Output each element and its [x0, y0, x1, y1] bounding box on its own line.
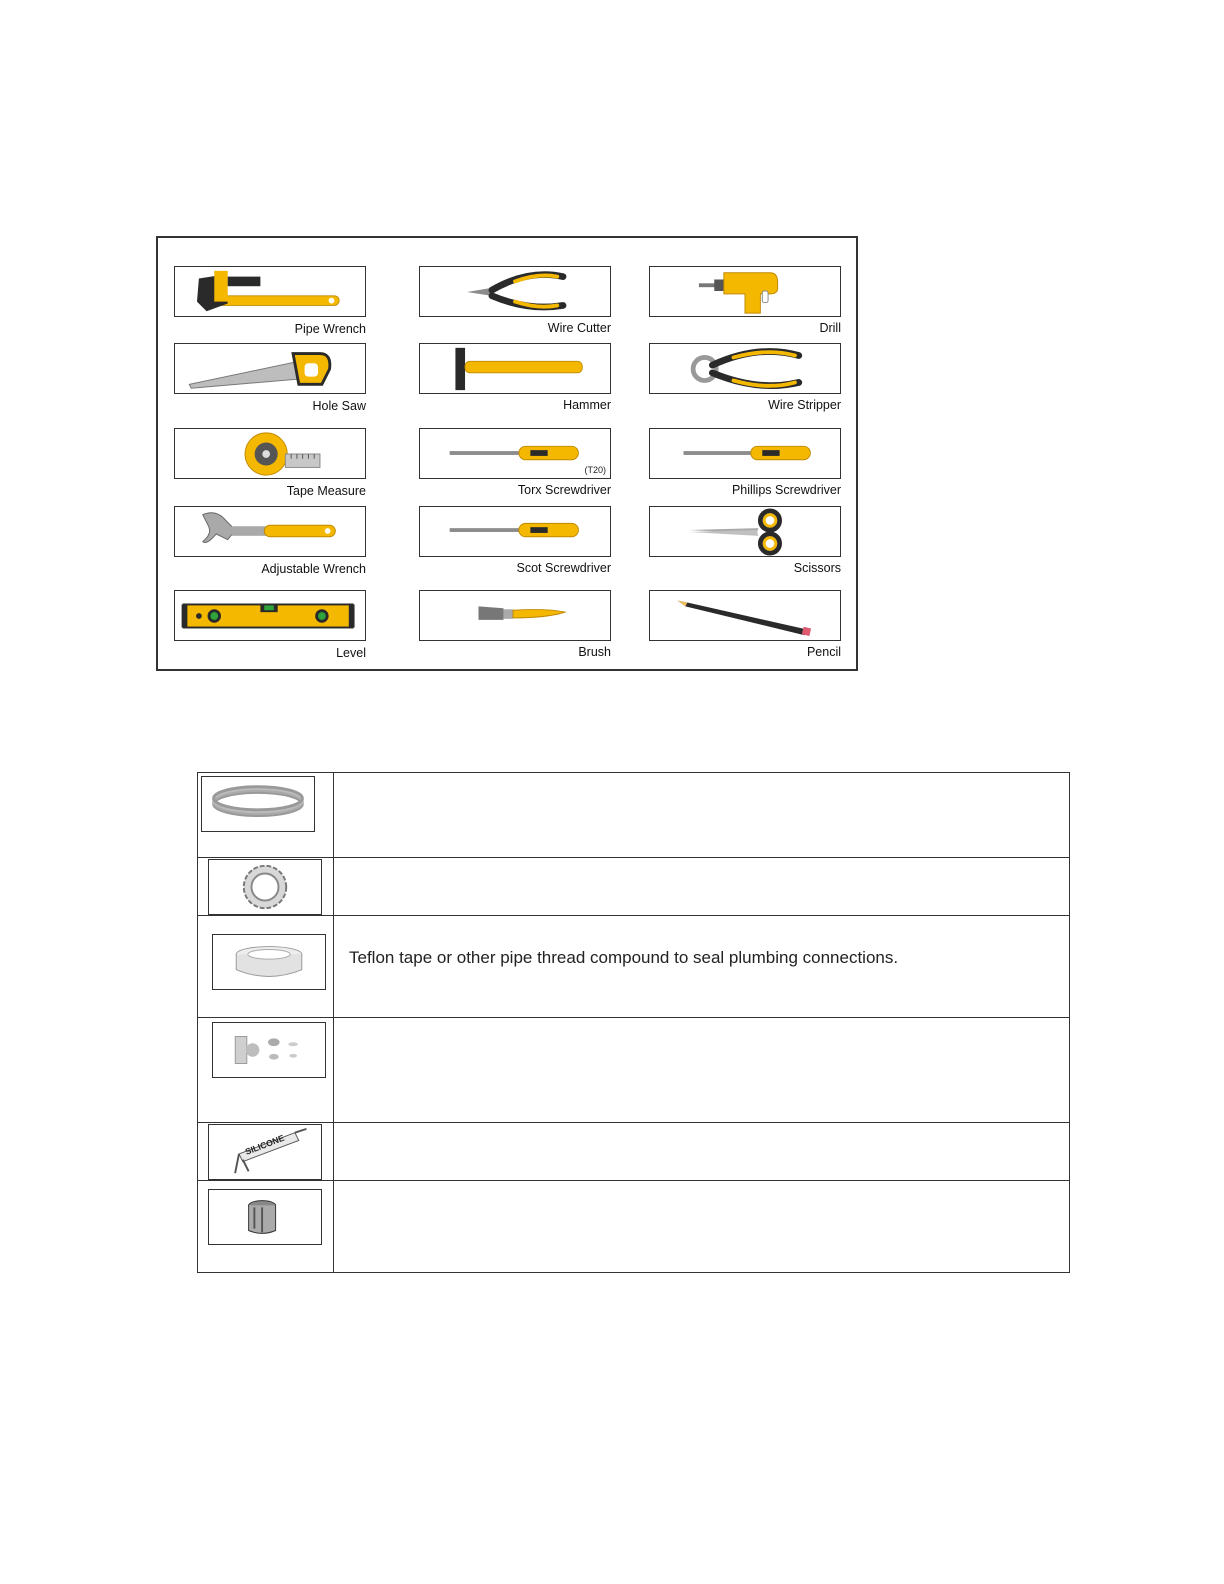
- teflon-tape-icon: [213, 935, 325, 989]
- phillips-screwdriver-icon: [650, 429, 840, 478]
- lock-nut-icon: [209, 860, 321, 914]
- tool-label-hole-saw: Hole Saw: [312, 399, 366, 413]
- brush-icon: [420, 591, 610, 640]
- tool-adjustable-wrench: [174, 506, 366, 578]
- tool-label-adjustable-wrench: Adjustable Wrench: [261, 562, 366, 576]
- tool-label-torx-screwdriver: Torx Screwdriver: [517, 483, 611, 497]
- supply-description: Teflon tape or other pipe thread compound to seal plumbing connections.: [349, 948, 899, 967]
- fittings-icon: [213, 1023, 325, 1077]
- tool-hole-saw: [174, 343, 366, 415]
- tool-brush: [419, 590, 611, 662]
- supply-icon-cell: [198, 916, 334, 1018]
- supply-icon-cell: [198, 1123, 334, 1181]
- supply-description-cell: [334, 916, 1070, 1018]
- tool-label-wire-cutter: Wire Cutter: [547, 321, 611, 335]
- level-icon: [175, 591, 365, 640]
- table-row: [198, 916, 1070, 1018]
- tool-label-brush: Brush: [578, 645, 611, 659]
- coiled-tubing-icon: [202, 777, 314, 831]
- paint-can-icon: [209, 1190, 321, 1244]
- torx-size-note: (T20): [584, 465, 606, 475]
- scissors-icon: [650, 507, 840, 556]
- tool-phillips-screwdriver: [649, 428, 841, 500]
- drill-icon: [650, 267, 840, 316]
- hole-saw-icon: [175, 344, 365, 393]
- tool-label-tape-measure: Tape Measure: [286, 484, 366, 498]
- tool-label-pipe-wrench: Pipe Wrench: [294, 322, 366, 336]
- table-row: [198, 773, 1070, 858]
- table-row: [198, 858, 1070, 916]
- supply-description-cell: [334, 773, 1070, 858]
- wire-cutter-icon: [420, 267, 610, 316]
- tool-label-drill: Drill: [819, 321, 841, 335]
- tool-hammer: [419, 343, 611, 415]
- tool-wire-stripper: [649, 343, 841, 415]
- tool-wire-cutter: [419, 266, 611, 338]
- table-row: [198, 1018, 1070, 1123]
- table-row: [198, 1181, 1070, 1273]
- tool-label-hammer: Hammer: [563, 398, 611, 412]
- supplies-table: [197, 772, 1070, 1273]
- pencil-icon: [650, 591, 840, 640]
- scot-screwdriver-icon: [420, 507, 610, 556]
- silicone-logo: SILICONE: [243, 1132, 286, 1157]
- supply-icon-cell: [198, 858, 334, 916]
- tool-label-pencil: Pencil: [806, 645, 841, 659]
- tool-drill: [649, 266, 841, 338]
- tool-tape-measure: [174, 428, 366, 500]
- supply-description-cell: [334, 1018, 1070, 1123]
- tool-pencil: [649, 590, 841, 662]
- supply-icon-cell: [198, 1181, 334, 1273]
- tool-label-phillips-screwdriver: Phillips Screwdriver: [731, 483, 841, 497]
- tape-measure-icon: [175, 429, 365, 478]
- torx-screwdriver-icon: [420, 429, 610, 478]
- supply-description-cell: [334, 858, 1070, 916]
- tool-level: [174, 590, 366, 662]
- hammer-icon: [420, 344, 610, 393]
- tool-scot-screwdriver: [419, 506, 611, 578]
- wire-stripper-icon: [650, 344, 840, 393]
- pipe-wrench-icon: [175, 267, 365, 316]
- tool-label-scissors: Scissors: [793, 561, 841, 575]
- tool-scissors: [649, 506, 841, 578]
- tool-pipe-wrench: [174, 266, 366, 338]
- supply-description-cell: [334, 1123, 1070, 1181]
- supply-icon-cell: [198, 773, 334, 858]
- tools-figure: [156, 236, 858, 671]
- table-row: [198, 1123, 1070, 1181]
- tool-label-wire-stripper: Wire Stripper: [768, 398, 841, 412]
- supply-icon-cell: [198, 1018, 334, 1123]
- tool-label-level: Level: [336, 646, 366, 660]
- tool-torx-screwdriver: [419, 428, 611, 500]
- adjustable-wrench-icon: [175, 507, 365, 556]
- tool-label-scot-screwdriver: Scot Screwdriver: [516, 561, 611, 575]
- supply-description-cell: [334, 1181, 1070, 1273]
- silicone-caulk-gun-icon: [209, 1125, 321, 1179]
